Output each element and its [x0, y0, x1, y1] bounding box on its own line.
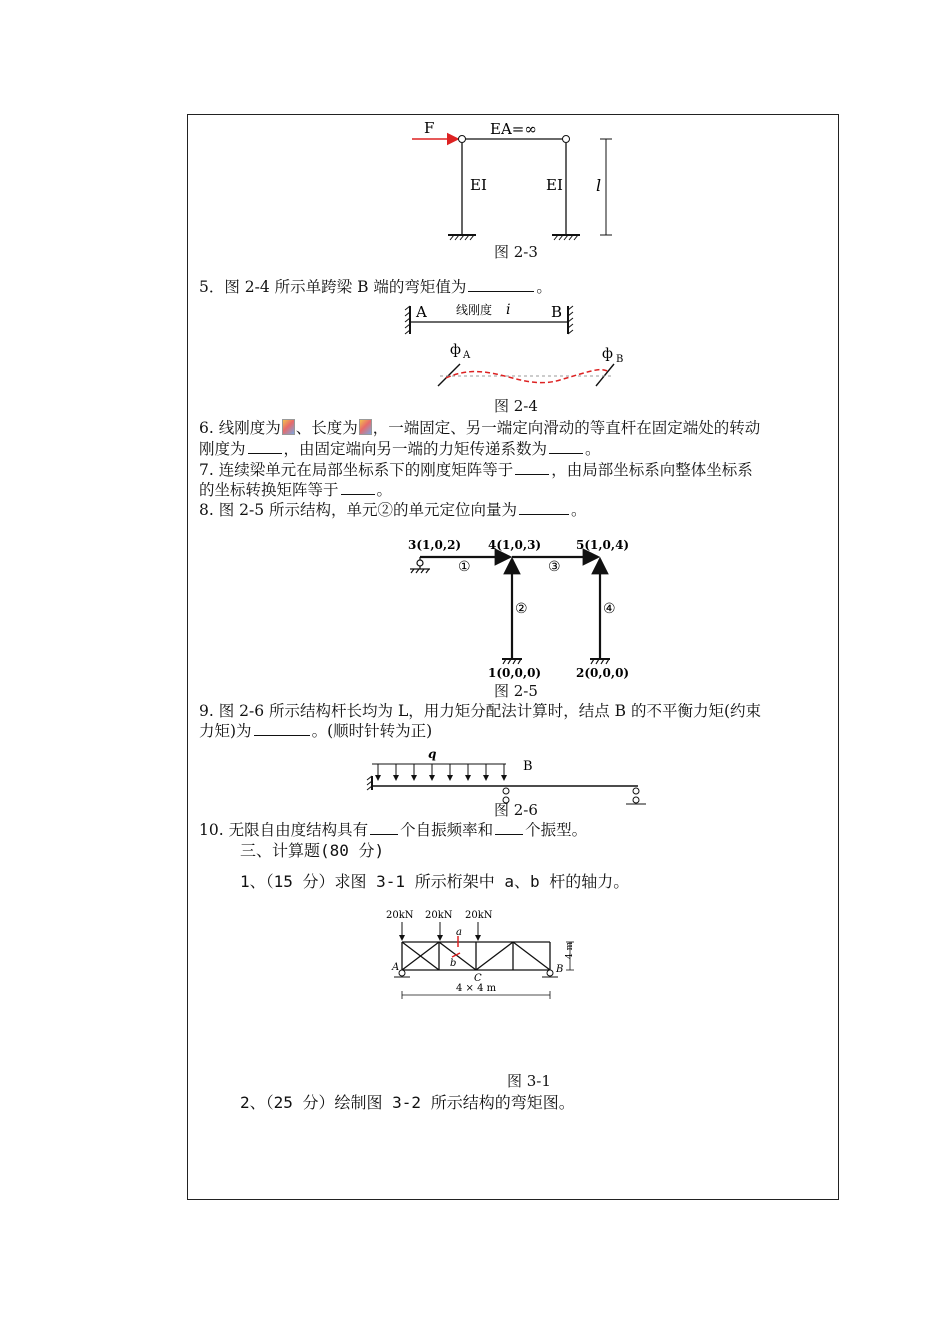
fixed-support-1 — [502, 659, 522, 664]
node-4-label: 4(1,0,3) — [488, 538, 542, 552]
stiffness-symbol: i — [506, 302, 511, 318]
question-8-end: 。 — [571, 501, 587, 519]
ea-label: EA=∞ — [490, 120, 537, 138]
node-3-label: 3(1,0,2) — [408, 538, 462, 552]
stiffness-label: 线刚度 — [456, 303, 493, 317]
distributed-load-arrows — [378, 764, 504, 780]
question-6-line-1 — [199, 418, 760, 438]
fixed-support-a — [405, 306, 410, 334]
support-a-label: A — [392, 962, 400, 973]
end-b-label: B — [551, 303, 563, 321]
point-loads — [402, 922, 478, 940]
formula-image-icon — [359, 419, 372, 435]
question-7-text-a: 7. 连续梁单元在局部坐标系下的刚度矩阵等于 — [199, 461, 514, 479]
height-label: 4 m — [565, 941, 575, 959]
question-7-text-b: ，由局部坐标系向整体坐标系 — [551, 461, 753, 479]
question-5-text: 5．图 2-4 所示单跨梁 B 端的弯矩值为 — [199, 278, 467, 296]
question-10 — [199, 820, 587, 840]
answer-blank[interactable] — [515, 460, 549, 475]
figure-3-1 — [380, 905, 600, 1005]
figure-2-4-caption: 图 2-4 — [494, 397, 538, 415]
answer-blank[interactable] — [370, 820, 398, 835]
end-a-label: A — [416, 303, 427, 321]
fixed-support-left — [367, 776, 372, 790]
figure-2-3-caption: 图 2-3 — [494, 243, 538, 261]
figure-2-5-caption: 图 2-5 — [494, 682, 538, 700]
roller-support-right — [626, 788, 646, 804]
node-2-label: 2(0,0,0) — [576, 666, 630, 680]
answer-blank[interactable] — [549, 439, 583, 454]
figure-2-5 — [400, 533, 640, 683]
formula-image-icon — [282, 419, 295, 435]
question-8-text: 8. 图 2-5 所示结构，单元②的单元定位向量为 — [199, 501, 518, 519]
question-8 — [199, 500, 587, 520]
calc-question-2: 2、（25 分）绘制图 3-2 所示结构的弯矩图。 — [240, 1093, 575, 1112]
phi-b-symbol: ф — [602, 346, 613, 362]
load-3-label: 20kN — [465, 910, 493, 921]
load-q-label: q — [428, 747, 437, 761]
element-2-number: ② — [515, 601, 528, 617]
rotated-end-b — [596, 364, 614, 386]
element-1-number: ① — [458, 559, 471, 575]
question-10-text-a: 10. 无限自由度结构具有 — [199, 821, 369, 839]
question-7-text-d: 。 — [376, 481, 393, 499]
question-10-text-b: 个自振频率和 — [400, 821, 494, 839]
question-7-line-1 — [199, 460, 753, 480]
element-4-number: ④ — [603, 601, 616, 617]
phi-a-symbol: ф — [450, 342, 461, 358]
force-label: F — [424, 119, 435, 137]
answer-blank[interactable] — [468, 277, 534, 292]
fixed-support-2 — [590, 659, 610, 664]
question-10-text-c: 个振型。 — [525, 821, 588, 839]
question-6-text-d: 刚度为 — [199, 440, 246, 458]
truss-members — [402, 942, 550, 970]
question-9-text-a: 力矩)为 — [199, 722, 252, 740]
answer-blank[interactable] — [254, 721, 310, 736]
hinge-support-3 — [410, 557, 430, 573]
question-5 — [199, 277, 552, 297]
calc-question-1: 1、（15 分）求图 3-1 所示桁架中 a、b 杆的轴力。 — [240, 872, 630, 891]
ei-right-label: EI — [546, 176, 563, 194]
question-7-line-2 — [199, 480, 392, 500]
answer-blank[interactable] — [248, 439, 282, 454]
fixed-support-left — [448, 235, 476, 240]
dimension-l — [600, 139, 612, 235]
question-9-line-1: 9. 图 2-6 所示结构杆长均为 L，用力矩分配法计算时，结点 B 的不平衡力矩(约束 — [199, 702, 762, 720]
rotated-end-a — [438, 364, 460, 386]
question-5-end: 。 — [536, 278, 552, 296]
question-6-text-b: 、长度为 — [295, 419, 358, 437]
answer-blank[interactable] — [341, 480, 375, 495]
answer-blank[interactable] — [495, 820, 523, 835]
phi-b-subscript: B — [616, 354, 624, 365]
node-5-label: 5(1,0,4) — [576, 538, 630, 552]
question-9-text-b: 。(顺时针转为正) — [311, 722, 433, 740]
question-6-line-2 — [199, 439, 601, 459]
question-7-text-c: 的坐标转换矩阵等于 — [199, 481, 339, 499]
load-2-label: 20kN — [425, 910, 453, 921]
figure-2-6-caption: 图 2-6 — [494, 801, 538, 819]
figure-2-3 — [400, 115, 640, 245]
figure-2-4 — [400, 296, 630, 396]
member-b-label: b — [450, 958, 457, 969]
question-6-text-a: 6. 线刚度为 — [199, 419, 281, 437]
question-6-text-e: ，由固定端向另一端的力矩传递系数为 — [283, 440, 548, 458]
question-6-text-c: ，一端固定、另一端定向滑动的等直杆在固定端处的转动 — [372, 419, 761, 437]
member-a-label: a — [456, 927, 462, 938]
hinge-left — [459, 136, 466, 143]
node-1-label: 1(0,0,0) — [488, 666, 542, 680]
element-3-number: ③ — [548, 559, 561, 575]
length-label: l — [596, 176, 602, 195]
phi-a-subscript: A — [463, 350, 471, 361]
question-9-line-2 — [199, 721, 432, 741]
fixed-support-right — [552, 235, 580, 240]
span-label: 4 × 4 m — [456, 983, 497, 994]
hinge-right — [563, 136, 570, 143]
support-b-label: B — [556, 964, 564, 975]
node-b-label: B — [523, 759, 533, 774]
fixed-support-b — [568, 306, 573, 334]
answer-blank[interactable] — [519, 500, 569, 515]
load-1-label: 20kN — [386, 910, 414, 921]
figure-3-1-caption: 图 3-1 — [507, 1072, 551, 1090]
question-6-text-f: 。 — [585, 440, 601, 458]
section-3-title: 三、计算题(80 分) — [240, 841, 385, 860]
ei-left-label: EI — [470, 176, 487, 194]
node-c-label: C — [474, 973, 482, 984]
